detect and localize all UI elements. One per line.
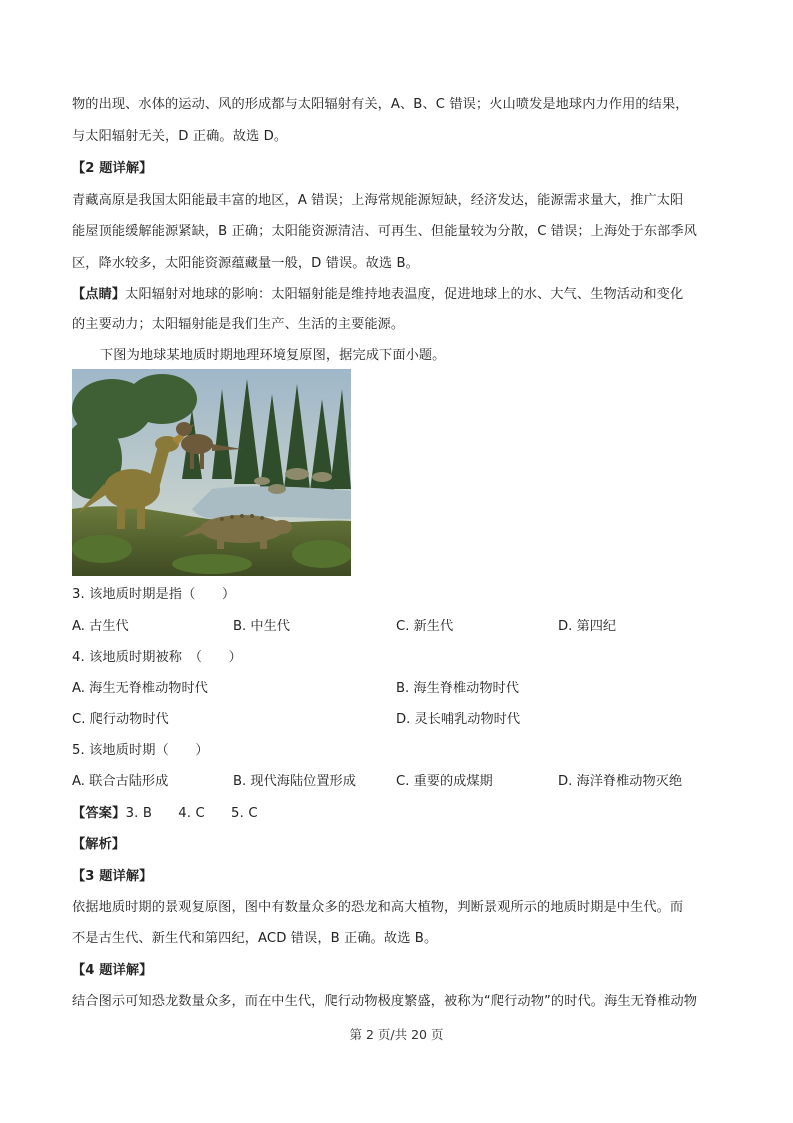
option-b: B. 中生代: [233, 619, 290, 634]
paragraph-line: 区，降水较多，太阳能资源蕴藏量一般，D 错误。故选 B。: [72, 256, 419, 271]
question-stem: 4. 该地质时期被称 （ ）: [72, 650, 242, 665]
option-a: A. 海生无脊椎动物时代: [72, 681, 208, 696]
paragraph-line: 与太阳辐射无关，D 正确。故选 D。: [72, 129, 288, 144]
paragraph-line: 的主要动力；太阳辐射能是我们生产、生活的主要能源。: [72, 317, 405, 332]
answer-3: 3. B: [125, 806, 153, 821]
paragraph-line: 物的出现、水体的运动、风的形成都与太阳辐射有关，A、B、C 错误；火山喷发是地球内力作用的结果，: [72, 97, 689, 112]
answer-5: 5. C: [230, 806, 258, 821]
intro-line: 下图为地球某地质时期地理环境复原图，据完成下面小题。: [100, 348, 446, 363]
paragraph-line: 结合图示可知恐龙数量众多，而在中生代，爬行动物极度繁盛，被称为“爬行动物”的时代。海生无脊椎动物: [72, 994, 698, 1009]
dinosaur-landscape-image: [72, 369, 351, 576]
option-d: D. 海洋脊椎动物灭绝: [558, 774, 683, 789]
option-d: D. 第四纪: [558, 619, 617, 634]
option-c: C. 重要的成煤期: [396, 774, 493, 789]
option-a: A. 联合古陆形成: [72, 774, 169, 789]
analysis-label: 【解析】: [72, 837, 126, 852]
landscape-illustration: [72, 369, 351, 576]
question-stem: 3. 该地质时期是指（ ）: [72, 587, 236, 602]
option-b: B. 海生脊椎动物时代: [396, 681, 519, 696]
answer-line: [72, 805, 258, 823]
tip-line: [72, 286, 683, 304]
section-heading: 【4 题详解】: [72, 963, 153, 978]
option-a: A. 古生代: [72, 619, 129, 634]
option-c: C. 爬行动物时代: [72, 712, 169, 727]
paragraph-line: 青藏高原是我国太阳能最丰富的地区，A 错误；上海常规能源短缺，经济发达，能源需求量大，推广太阳: [72, 193, 684, 208]
paragraph-line: 能屋顶能缓解能源紧缺，B 正确；太阳能资源清洁、可再生、但能量较为分散，C 错误；上海处于东部季风: [72, 224, 697, 239]
question-stem: 5. 该地质时期（ ）: [72, 743, 209, 758]
answer-label: 【答案】: [72, 806, 126, 821]
section-heading: 【3 题详解】: [72, 869, 153, 884]
option-c: C. 新生代: [396, 619, 454, 634]
paragraph-line: 依据地质时期的景观复原图，图中有数量众多的恐龙和高大植物，判断景观所示的地质时期是中生代。而: [72, 900, 684, 915]
section-heading: 【2 题详解】: [72, 161, 153, 176]
page-footer: 第 2 页/共 20 页: [349, 1027, 444, 1042]
tip-label: 【点睛】: [72, 287, 126, 302]
answer-4: 4. C: [178, 806, 205, 821]
paragraph-line: 不是古生代、新生代和第四纪，ACD 错误，B 正确。故选 B。: [72, 931, 438, 946]
option-b: B. 现代海陆位置形成: [233, 774, 356, 789]
tip-text: 太阳辐射对地球的影响：太阳辐射能是维持地表温度，促进地球上的水、大气、生物活动和变化: [125, 287, 684, 302]
option-d: D. 灵长哺乳动物时代: [396, 712, 521, 727]
